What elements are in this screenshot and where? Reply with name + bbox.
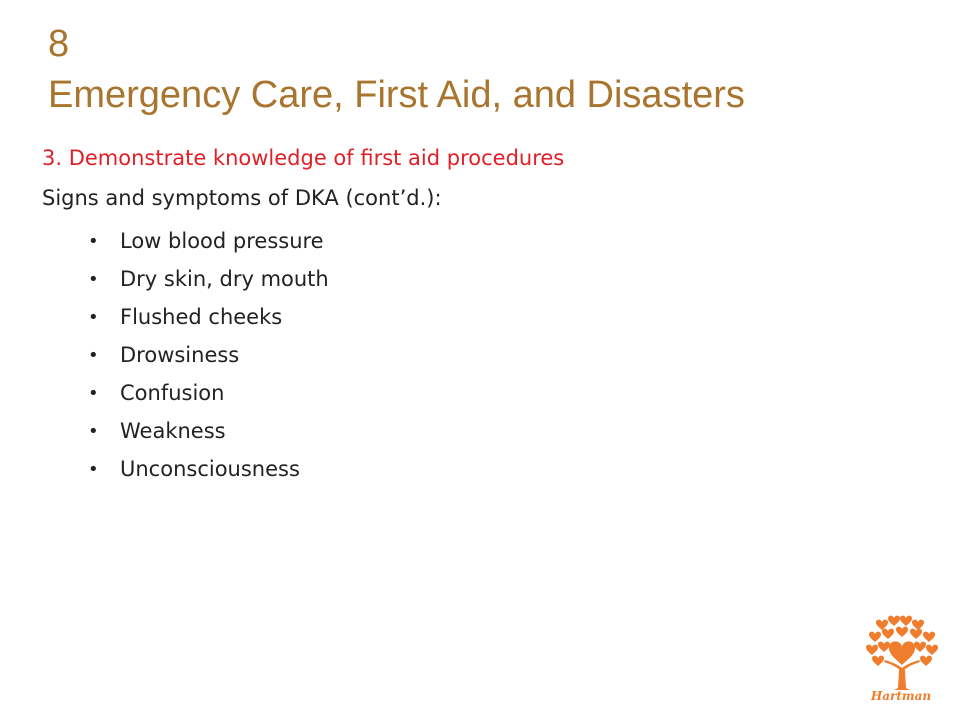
symptom-list [88, 222, 329, 488]
list-item [88, 298, 329, 336]
bullet-icon: • [88, 344, 99, 366]
slide-title: Emergency Care, First Aid, and Disasters [48, 74, 745, 116]
list-item [88, 412, 329, 450]
list-item [88, 336, 329, 374]
list-item-text: Unconsciousness [120, 457, 300, 481]
bullet-icon: • [88, 420, 99, 442]
bullet-icon: • [88, 230, 99, 252]
list-item-text: Confusion [120, 381, 225, 405]
list-item [88, 222, 329, 260]
bullet-icon: • [88, 382, 99, 404]
bullet-icon: • [88, 306, 99, 328]
list-item-text: Low blood pressure [120, 229, 324, 253]
list-item-text: Weakness [120, 419, 226, 443]
learning-objective: 3. Demonstrate knowledge of first aid procedures [42, 146, 565, 170]
list-item-text: Dry skin, dry mouth [120, 267, 329, 291]
list-item [88, 374, 329, 412]
list-item-text: Flushed cheeks [120, 305, 283, 329]
bullet-icon: • [88, 268, 99, 290]
list-item-text: Drowsiness [120, 343, 240, 367]
bullet-icon: • [88, 458, 99, 480]
section-subheading: Signs and symptoms of DKA (cont’d.): [42, 186, 442, 210]
list-item [88, 260, 329, 298]
logo-wordmark: Hartman [870, 689, 932, 703]
list-item [88, 450, 329, 488]
chapter-number: 8 [48, 23, 70, 65]
